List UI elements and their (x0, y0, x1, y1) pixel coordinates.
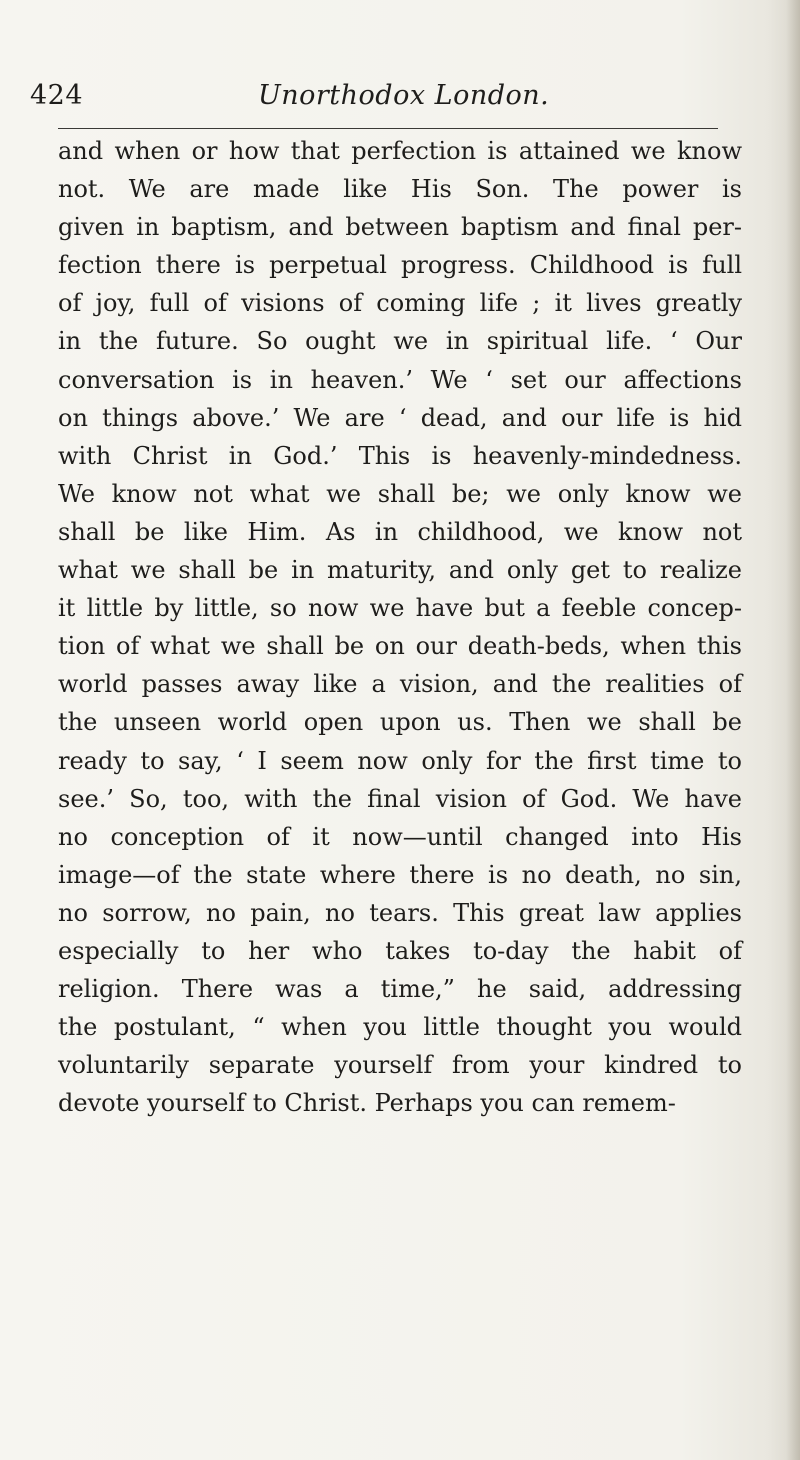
text-line: the unseen world open upon us. Then we shall be (58, 708, 742, 737)
text-line: no sorrow, no pain, no tears. This great law applies (58, 898, 742, 927)
page-number: 424 (30, 80, 84, 111)
text-line: and when or how that perfection is attained we know (58, 137, 742, 165)
text-line: no conception of it now—until changed into His (58, 822, 742, 851)
text-line: especially to her who takes to-day the habit of (58, 936, 742, 965)
text-line: the postulant, “ when you little thought you would (58, 1013, 742, 1042)
text-line: in the future. So ought we in spiritual life. ‘ Our (58, 327, 742, 356)
text-line: religion. There was a time,” he said, addressing (58, 975, 742, 1004)
text-line: image—of the state where there is no death, no sin, (58, 860, 742, 889)
header-rule (58, 128, 718, 129)
text-line: world passes away like a vision, and the realities of (58, 670, 742, 699)
page-header (30, 80, 750, 120)
text-line: conversation is in heaven.’ We ‘ set our affections (58, 365, 742, 394)
text-line: of joy, full of visions of coming life ; it lives greatly (58, 289, 742, 318)
text-line: voluntarily separate yourself from your kindred to (58, 1051, 742, 1080)
text-line: devote yourself to Christ. Perhaps you can remem- (58, 1089, 676, 1118)
text-line: see.’ So, too, with the final vision of God. We have (58, 784, 742, 813)
text-line: it little by little, so now we have but a feeble concep- (58, 594, 742, 623)
text-line: given in baptism, and between baptism and final per- (58, 213, 742, 242)
text-line: not. We are made like His Son. The power is (58, 175, 742, 204)
running-title: Unorthodox London. (258, 80, 550, 111)
text-line: on things above.’ We are ‘ dead, and our life is hid (58, 403, 742, 432)
text-line: ready to say, ‘ I seem now only for the first time to (58, 746, 742, 775)
text-line: fection there is perpetual progress. Childhood is full (58, 251, 742, 280)
text-line: what we shall be in maturity, and only get to realize (58, 556, 742, 585)
body-text (58, 132, 758, 1122)
text-line: tion of what we shall be on our death-beds, when this (58, 632, 742, 661)
page-edge-shadow (786, 0, 800, 1460)
text-line: with Christ in God.’ This is heavenly-mindedness. (58, 441, 742, 470)
text-line: shall be like Him. As in childhood, we know not (58, 517, 742, 546)
text-line: We know not what we shall be; we only know we (58, 479, 742, 508)
